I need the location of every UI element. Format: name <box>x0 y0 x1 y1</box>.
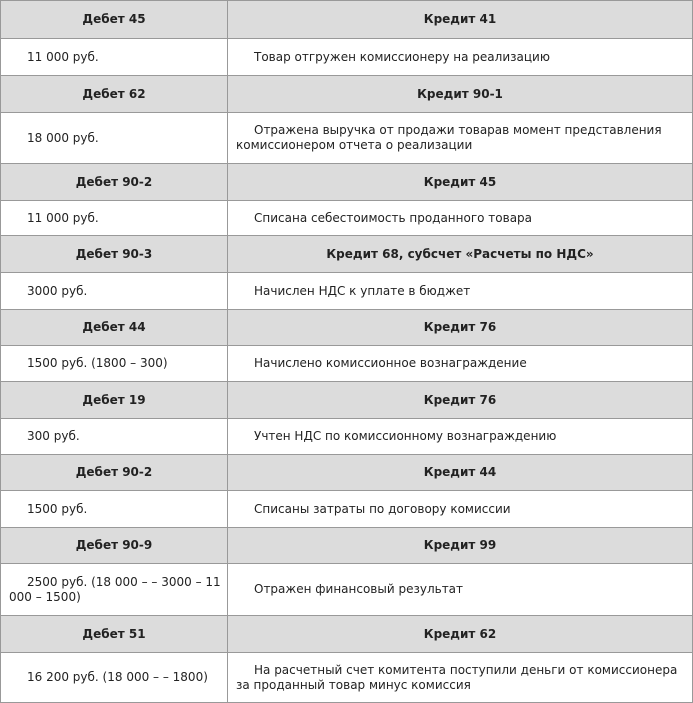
entry-header-row <box>1 455 693 491</box>
description-cell <box>228 419 693 455</box>
amount-cell <box>1 273 228 310</box>
description-cell <box>228 653 693 703</box>
entry-detail-row <box>1 113 693 164</box>
entry-header-row <box>1 616 693 653</box>
entry-detail-row <box>1 564 693 616</box>
description-text: На расчетный счет комитента поступили деньги от комиссионера за проданный товар минус комиссия <box>236 662 678 692</box>
entry-detail-row <box>1 39 693 76</box>
debit-header: Дебет 90-9 <box>1 528 228 564</box>
debit-header: Дебет 45 <box>1 1 228 39</box>
entry-header-row <box>1 310 693 346</box>
amount-text: 11 000 руб. <box>27 49 99 64</box>
entry-detail-row <box>1 273 693 310</box>
entry-header-row <box>1 1 693 39</box>
debit-header: Дебет 44 <box>1 310 228 346</box>
amount-text: 2500 руб. (18 000 – – 3000 – 11 000 – 1500) <box>9 574 221 604</box>
credit-header: Кредит 62 <box>228 616 693 653</box>
entry-detail-row <box>1 201 693 236</box>
debit-header: Дебет 62 <box>1 76 228 113</box>
description-text: Списана себестоимость проданного товара <box>254 210 533 225</box>
description-text: Отражен финансовый результат <box>254 582 464 596</box>
debit-header: Дебет 90-2 <box>1 164 228 201</box>
amount-cell <box>1 346 228 382</box>
description-cell <box>228 273 693 310</box>
description-text: Отражена выручка от продажи товарав момент представления комиссионером отчета о реализации <box>236 123 662 152</box>
amount-cell <box>1 564 228 616</box>
entry-header-row <box>1 236 693 273</box>
debit-header: Дебет 90-2 <box>1 455 228 491</box>
credit-header: Кредит 44 <box>228 455 693 491</box>
entry-header-row <box>1 528 693 564</box>
amount-text: 18 000 руб. <box>27 130 99 145</box>
description-cell <box>228 201 693 236</box>
credit-header: Кредит 90-1 <box>228 76 693 113</box>
entry-detail-row <box>1 653 693 703</box>
amount-text: 3000 руб. <box>27 283 88 298</box>
amount-cell <box>1 113 228 164</box>
debit-header: Дебет 90-3 <box>1 236 228 273</box>
debit-header: Дебет 19 <box>1 382 228 419</box>
debit-header: Дебет 51 <box>1 616 228 653</box>
amount-cell <box>1 39 228 76</box>
description-text: Начислено комиссионное вознаграждение <box>254 356 527 370</box>
description-cell <box>228 39 693 76</box>
credit-header: Кредит 99 <box>228 528 693 564</box>
credit-header: Кредит 45 <box>228 164 693 201</box>
entry-detail-row <box>1 419 693 455</box>
description-text: Списаны затраты по договору комиссии <box>254 501 511 516</box>
amount-text: 300 руб. <box>27 429 80 443</box>
entry-detail-row <box>1 491 693 528</box>
entry-header-row <box>1 382 693 419</box>
amount-text: 1500 руб. (1800 – 300) <box>27 356 168 370</box>
amount-cell <box>1 201 228 236</box>
credit-header: Кредит 76 <box>228 382 693 419</box>
entry-header-row <box>1 76 693 113</box>
amount-text: 16 200 руб. (18 000 – – 1800) <box>27 670 208 684</box>
description-cell <box>228 113 693 164</box>
credit-header: Кредит 76 <box>228 310 693 346</box>
credit-header: Кредит 68, субсчет «Расчеты по НДС» <box>228 236 693 273</box>
description-cell <box>228 564 693 616</box>
amount-cell <box>1 419 228 455</box>
postings-table-body <box>1 1 693 703</box>
amount-cell <box>1 653 228 703</box>
description-text: Учтен НДС по комиссионному вознаграждению <box>254 429 557 443</box>
credit-header: Кредит 41 <box>228 1 693 39</box>
amount-text: 1500 руб. <box>27 501 88 516</box>
amount-text: 11 000 руб. <box>27 210 99 225</box>
entry-header-row <box>1 164 693 201</box>
description-text: Начислен НДС к уплате в бюджет <box>254 283 471 298</box>
amount-cell <box>1 491 228 528</box>
description-cell <box>228 491 693 528</box>
description-text: Товар отгружен комиссионеру на реализацию <box>254 49 550 64</box>
entry-detail-row <box>1 346 693 382</box>
description-cell <box>228 346 693 382</box>
